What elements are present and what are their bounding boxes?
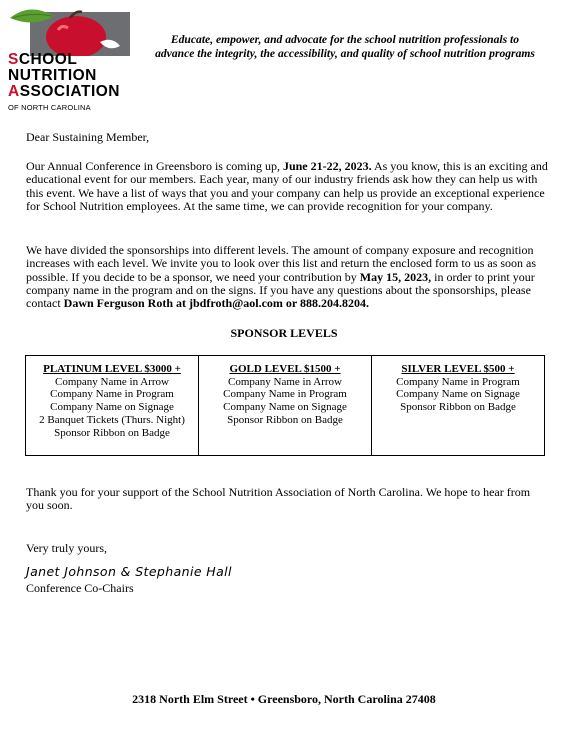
signature: Janet Johnson & Stephanie Hall: [26, 564, 232, 579]
logo-initial-s: S: [8, 51, 19, 68]
sponsor-level-gold: [198, 356, 371, 455]
level-benefit: 2 Banquet Tickets (Thurs. Night): [39, 413, 185, 426]
level-title: SILVER LEVEL $500 +: [401, 363, 515, 375]
closing: Very truly yours,: [26, 541, 107, 555]
paragraph-conference-text-a: Our Annual Conference in Greensboro is coming up,: [26, 159, 283, 173]
level-benefit: Company Name in Arrow: [228, 375, 342, 388]
paragraph-sponsorships: [26, 244, 550, 310]
sponsor-level-silver: [371, 356, 544, 455]
logo-word-association: SSOCIATION: [19, 83, 121, 100]
level-benefit: Sponsor Ribbon on Badge: [227, 413, 343, 426]
tagline-line-1: Educate, empower, and advocate for the school nutrition professionals to: [170, 33, 520, 46]
conference-dates: June 21-22, 2023.: [282, 159, 372, 173]
level-benefit: Company Name in Program: [50, 388, 174, 401]
logo-word-school: CHOOL: [18, 51, 78, 68]
paragraph-sponsorships-text-b: in order to print your company name in the program and on the signs. If you have any questions about the sponsorships, please contact: [26, 269, 535, 311]
tagline-line-2: advance the integrity, the accessibility, and quality of school nutrition programs: [155, 46, 535, 60]
sponsor-level-platinum: [26, 356, 198, 455]
level-benefit: Company Name in Arrow: [55, 375, 169, 388]
salutation: Dear Sustaining Member,: [26, 130, 150, 144]
level-benefit: Sponsor Ribbon on Badge: [400, 401, 516, 414]
apple-logo-icon: [8, 6, 132, 56]
level-benefit: Sponsor Ribbon on Badge: [54, 426, 170, 439]
sponsor-levels-table: [25, 355, 545, 456]
level-title: GOLD LEVEL $1500 +: [229, 363, 341, 375]
sna-logo: [8, 6, 132, 110]
level-benefit: Company Name in Program: [396, 375, 520, 388]
sponsor-levels-heading: SPONSOR LEVELS: [230, 326, 338, 340]
logo-subtitle: OF NORTH CAROLINA: [8, 103, 91, 112]
level-benefit: Company Name in Program: [223, 388, 347, 401]
level-benefit: Company Name on Signage: [50, 401, 174, 414]
logo-word-nutrition: NUTRITION: [8, 67, 97, 84]
contact-info: Dawn Ferguson Roth at jbdfroth@aol.com or 888.204.8204.: [63, 296, 370, 311]
signer-title: Conference Co-Chairs: [26, 581, 134, 595]
level-title: PLATINUM LEVEL $3000 +: [43, 363, 181, 375]
level-benefit: Company Name on Signage: [223, 401, 347, 414]
logo-initial-a: A: [8, 83, 20, 100]
thank-you-paragraph: Thank you for your support of the School Nutrition Association of North Carolina. We hope to hear from you soon.: [26, 485, 531, 513]
paragraph-conference: [26, 160, 550, 213]
contribution-deadline: May 15, 2023,: [359, 269, 432, 284]
paragraph-conference-text-b: As you know, this is an exciting and educational event for our members. Each year, many of our industry friends ask how they can help us with this event. We have a list of ways that you and your company can help us provide an exceptional experience for School Nutrition employees. At the same time, we can provide recognition for your company.: [26, 159, 548, 213]
level-benefit: Company Name on Signage: [396, 388, 520, 401]
tagline: [140, 33, 550, 60]
paragraph-sponsorships-text-a: We have divided the sponsorships into different levels. The amount of company exposure and recognition increases with each level. We invite you to look over this list and return the enclosed form to us as soon as possible. If you decide to be a sponsor, we need your contribution by: [26, 243, 537, 284]
footer-address: 2318 North Elm Street • Greensboro, North Carolina 27408: [132, 692, 436, 706]
